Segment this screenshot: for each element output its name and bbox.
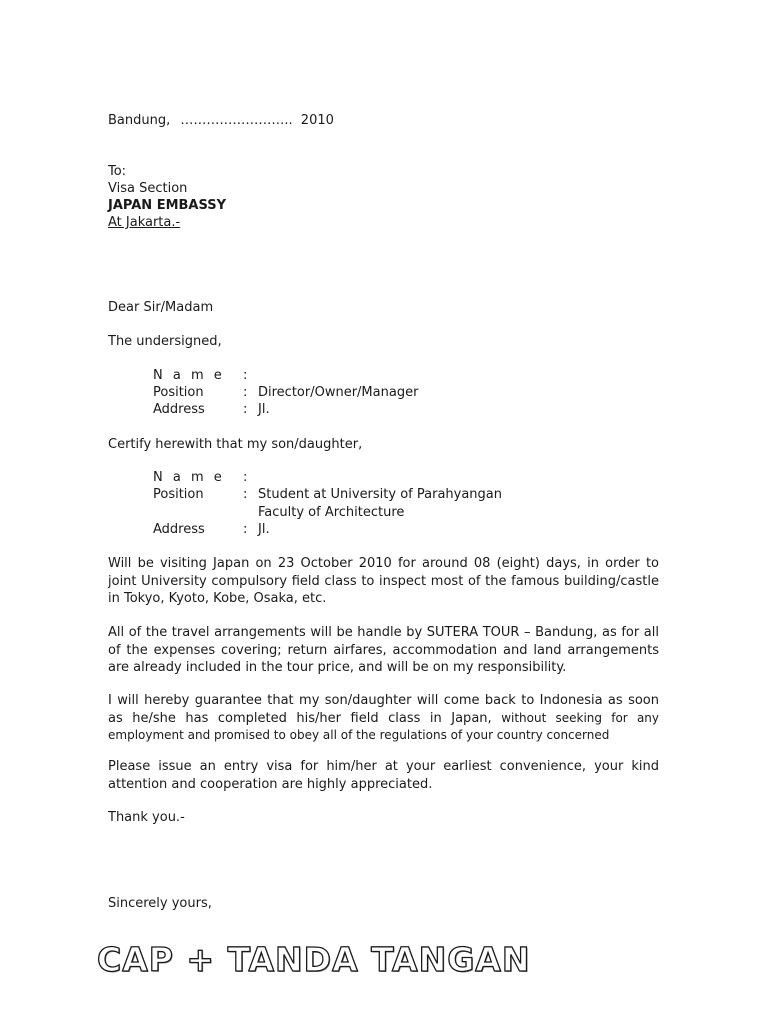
child-position-label: Position — [153, 487, 204, 502]
paragraph-travel: All of the travel arrangements will be handle by SUTERA TOUR – Bandung, as for all of the expenses covering; return airfares, accommodation and land arrangements are already included in the tour price, and will be on my responsibility. — [108, 625, 659, 675]
parent-position-value: Director/Owner/Manager — [258, 385, 419, 400]
date-line — [108, 112, 334, 129]
parent-address-label: Address — [153, 402, 205, 417]
salutation: Dear Sir/Madam — [108, 300, 214, 315]
parent-position-label: Position — [153, 385, 204, 400]
recipient-section: Visa Section — [108, 181, 188, 196]
recipient-embassy: JAPAN EMBASSY — [108, 198, 227, 213]
child-address-colon: : — [243, 522, 248, 537]
paragraph-request: Please issue an entry visa for him/her at your earliest convenience, your kind attention and cooperation are highly appreciated. — [108, 759, 659, 792]
paragraph-visit: Will be visiting Japan on 23 October 2010 for around 08 (eight) days, in order to joint University compulsory field class to inspect most of the famous building/castle in Tokyo, Kyoto, Kobe, Osaka, etc. — [108, 556, 659, 606]
guarantee-main-text: I will hereby guarantee that my son/daughter will come back to Indonesia as soon as he/she has completed his/her field class in Japan, — [108, 693, 659, 726]
stamp-signature-placeholder: CAP + TANDA TANGAN — [97, 940, 531, 979]
child-name-label: N a m e — [153, 470, 225, 485]
parent-address-value: Jl. — [258, 402, 270, 417]
undersigned-intro: The undersigned, — [108, 334, 222, 349]
closing-line: Sincerely yours, — [108, 896, 212, 911]
child-address-value: Jl. — [258, 522, 270, 537]
parent-position-colon: : — [243, 385, 248, 400]
child-address-label: Address — [153, 522, 205, 537]
recipient-location: At Jakarta.- — [108, 215, 181, 230]
child-position-value-line2: Faculty of Architecture — [258, 505, 405, 520]
recipient-to: To: — [108, 164, 127, 179]
certify-intro: Certify herewith that my son/daughter, — [108, 437, 363, 452]
thanks-line: Thank you.- — [108, 810, 185, 825]
child-name-colon: : — [243, 470, 248, 485]
date-placeholder-dots: …………………….. — [180, 113, 293, 128]
date-city: Bandung, — [108, 113, 171, 128]
paragraph-guarantee — [108, 692, 659, 745]
child-position-value-line1: Student at University of Parahyangan — [258, 487, 503, 502]
date-year: 2010 — [300, 113, 334, 128]
parent-address-colon: : — [243, 402, 248, 417]
guarantee-small-text: without seeking for any employment and promised to obey all of the regulations of your country concerned — [108, 710, 659, 742]
parent-name-colon: : — [243, 368, 248, 383]
parent-name-label: N a m e — [153, 368, 225, 383]
child-position-colon: : — [243, 487, 248, 502]
